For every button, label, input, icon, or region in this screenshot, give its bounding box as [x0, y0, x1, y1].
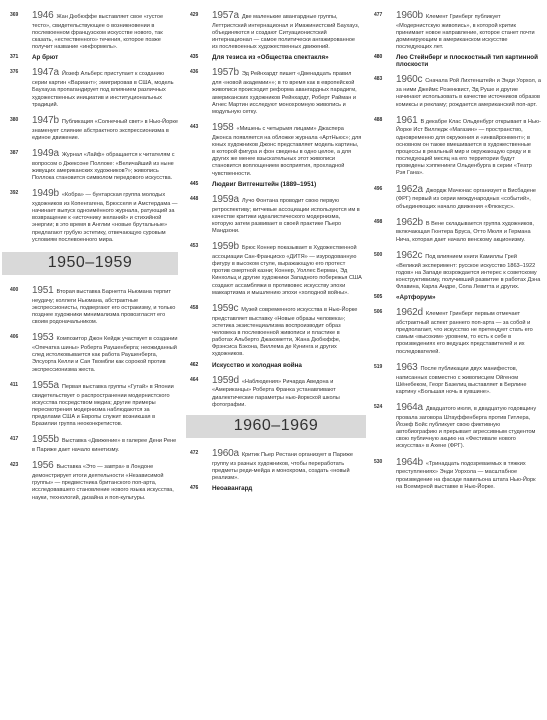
timeline-entry [374, 362, 542, 396]
entry-year: 1960с [396, 74, 423, 86]
timeline-entry [374, 457, 542, 491]
entry-body [396, 217, 542, 244]
page-number: 496 [374, 185, 383, 192]
essay-subtitle [190, 181, 362, 188]
entry-body [396, 74, 542, 108]
entry-text: Две маленькие авангардные группы, Леттристский интернационал и Имажинистский Баухауз, объединяются и создают Ситуационистский интернационал — самое политически ангажированное из послевоенных художественных движений. [212, 14, 360, 51]
timeline-entry [190, 375, 362, 409]
page-number: 380 [10, 116, 19, 123]
entry-year: 1961 [396, 114, 418, 126]
entry-text: В Вене складывается группа художников, включающая Гюнтера Бруса, Отто Мюля и Германа Нича, которая дает начало венскому акционизму. [396, 220, 534, 243]
entry-text: Эд Рейнхардт пишет «Двенадцать правил для «новой академии»»; в то время как в европейской живописи происходит реформа авангардных парадигм, американских художников Рейнхардт, Роберт Райман и Агнес Мартин исследуют монохромную живопись и модульную сетку. [212, 71, 357, 115]
page-number: 500 [374, 251, 383, 258]
entry-body [32, 148, 178, 182]
page-number: 443 [190, 124, 199, 130]
page-number: 458 [190, 304, 199, 311]
entry-year: 1962а [396, 183, 423, 195]
entry-year: 1949b [32, 188, 59, 200]
entry-text: Клемент Гринберг первым отмечает абстрактный аспект раннего поп-арта — за собой и предполагает, что искусство не претендует стать его самым «высоким» уровнем, то есть к себе в произведениях его ведущих представителей и их последователей. [396, 311, 533, 355]
entry-body [212, 10, 362, 51]
subtitle-text: Людвиг Витгенштейн (1889–1951) [212, 180, 317, 188]
entry-year: 1963 [396, 361, 418, 373]
page-number: 406 [10, 334, 19, 341]
entry-text: Лучо Фонтана проводит свою первую ретроспективу; китчевые ассоциации используются им в качестве критики идеалистического модернизма, которую затем развивает в своей практике Пьеро Мандзони. [212, 197, 360, 234]
entry-text: Музей современного искусства в Нью-Йорке представляет выставку «Новые образы человека»; эстетика экзистенциализма воспроизводит образ человека в послевоенной живописи и пластике в работах Альберто Джакометти, Жана Дюбюффе, Фрэнсиса Бэкона, Виллема де Кунинга и других художников. [212, 306, 358, 358]
timeline-entry [10, 67, 178, 108]
entry-body [212, 448, 362, 482]
timeline-entry [374, 74, 542, 108]
entry-body [396, 402, 542, 451]
entry-text: Выставка «Движение» в галерее Дени Рене в Париже дает начало кинетизму. [32, 438, 177, 454]
entry-body [396, 307, 542, 356]
entry-year: 1959b [212, 241, 239, 253]
subtitle-text: Лео Стейнберг и плоскостный тип картинной плоскости [396, 54, 538, 69]
entry-text: Под влиянием книги Камиллы Грей «Великий эксперимент: русское искусство 1863–1922 годов» на Западе возрождается интерес к советскому конструктивизму, получивший развитие в работах Дэна Флавина, Карла Андре, Сола Левитта и других. [396, 253, 541, 291]
entry-year: 1957а [212, 10, 239, 21]
timeline-entry [374, 217, 542, 244]
entry-text: Выставка «Это — завтра» в Лондоне демонстрирует итоги деятельности «Независимой группы» — предвестника британского поп-арта, исследовавшего становление нового языка искусства, науки, технологий, дизайна и поп-культуры. [32, 464, 174, 501]
entry-text: Публикация «Солнечный свет» в Нью-Йорке знаменует слияние абстрактного экспрессионизма в единое движение. [32, 118, 179, 141]
entry-text: Первая выставка группы «Гутай» в Японии свидетельствует о распространении модернистского искусства посредством медиа; другие примеры пересмотрения модернизма наблюдаются за пределами США и Европы служит возникшая в Бразилии группа неоконкретистов. [32, 383, 174, 428]
entry-text: Вторая выставка Барнетта Ньюмана терпит неудачу; коллеги Ньюмана, абстрактные экспрессионисты, подвергают его остракизму, и только позднее художники минимализма провозгласят его своим родоначальником. [32, 288, 176, 326]
entry-year: 1962d [396, 307, 423, 319]
timeline-entry [374, 115, 542, 178]
page-number: 435 [190, 54, 199, 61]
entry-year: 1959с [212, 302, 239, 314]
timeline-entry [374, 184, 542, 211]
timeline-column-2 [190, 10, 362, 498]
entry-body [396, 115, 542, 178]
timeline-entry [10, 188, 178, 244]
timeline-entry [190, 122, 362, 178]
entry-body [396, 184, 542, 211]
timeline-entry [10, 460, 178, 501]
entry-text: «Наблюдения» Ричарда Аведона и «Американцы» Роберта Франка устанавливают диалектические параметры нью-йоркской школы фотографии. [212, 378, 340, 408]
entry-text: Жан Дюбюффе выставляет свое «густое тесто», свидетельствующее о возникновении в послевоенном французском искусстве нового, так сказать, «естественного» течения, которое позже получит название «информель». [32, 14, 164, 51]
page-number: 506 [374, 309, 383, 316]
page-number: 453 [190, 243, 199, 250]
entry-body [212, 194, 362, 235]
entry-year: 1964b [396, 456, 423, 468]
entry-body [212, 303, 362, 359]
entry-body [32, 332, 178, 373]
entry-body [396, 10, 542, 51]
page-number: 488 [374, 116, 383, 123]
entry-year: 1955b [32, 434, 59, 446]
subtitle-text: Ар брют [32, 54, 59, 62]
timeline-entry [10, 115, 178, 142]
essay-subtitle [374, 294, 542, 301]
entry-text: Двадцатого июля, в двадцатую годовщину провала заговора Штауффенберга против Гитлера, Йозеф Бойс публикует свою фиктивную автобиографию и прерывает агрессивным студентом свою публичную акцию на «Фестивале нового искусства» в Ахене (ФРГ). [396, 406, 537, 450]
page-number: 476 [190, 485, 199, 492]
page-number: 417 [10, 436, 19, 443]
entry-text: Журнал «Лайф» обращается к читателям с вопросом о Джексоне Поллоке: «Величайший из ныне живущих американских художников?»; живопись Поллока становится символом передового искусства. [32, 151, 175, 182]
entry-text: «Тринадцать подозреваемых в тяжких преступлениях» Энди Уорхола — масштабное произведение на фасаде павильона штата Нью-Йорк на Всемирной выставке в Нью-Йорке. [396, 460, 536, 490]
entry-text: Йозеф Альберс приступает к созданию серии картин «Вариант»; эмигрировав в США, модель Баухауза пропагандирует под влиянием различных художественных инициатив и институциональных традиций. [32, 71, 174, 108]
timeline-entry [374, 307, 542, 356]
entry-body [212, 67, 362, 116]
timeline-column-3 [374, 10, 542, 497]
entry-body [212, 375, 362, 409]
decade-band: 1950–1959 [2, 252, 178, 275]
entry-body [32, 188, 178, 244]
entry-text: Критик Пьер Рестани организует в Париже группу из разных художников, чтобы переработать предметы реди-мейда и монохрома, создать «новый реализм». [212, 451, 353, 481]
entry-body [396, 457, 542, 491]
entry-body [212, 122, 362, 178]
entry-year: 1960а [212, 447, 239, 459]
subtitle-text: Искусство и холодная война [212, 361, 302, 369]
page-number: 505 [374, 294, 383, 301]
page-number: 411 [10, 381, 19, 388]
page-number: 429 [190, 12, 199, 18]
page-number: 445 [190, 180, 199, 187]
essay-subtitle [190, 362, 362, 369]
timeline-entry [190, 241, 362, 297]
entry-year: 1957b [212, 67, 239, 79]
entry-text: «Мишень с четырьмя лицами» Джаспера Джонса появляется на обложке журнала «АртНьюс»; для юных художников Джонс представляет модель картины, в которой фигура и фон сведены в одно целое, а для других же менее взыскательных этот живописи становится воплощением восприятия, прохладной чувственности. [212, 126, 362, 177]
page-number: 387 [10, 149, 19, 156]
timeline-entry [374, 402, 542, 451]
timeline-entry [190, 194, 362, 235]
entry-text: Брюс Коннер показывает в Художественной ассоциации Сан-Франциско «ДИТЯ» — изуродованную фигуру в высоком стуле, выражающую его протест против смертной казни; Коннер, Уоллес Берман, Эд Кинхольц и другие художники Западного побережья США создают ассамбляжи в противовес искусству эпохи маккартизма и мышлению эпохи «холодной войны». [212, 245, 362, 296]
timeline-entry [10, 434, 178, 454]
entry-body [212, 241, 362, 297]
entry-body [32, 380, 178, 429]
page-number: 423 [10, 462, 19, 469]
entry-year: 1953 [32, 332, 54, 344]
entry-body [396, 362, 542, 396]
page-number: 464 [190, 376, 199, 383]
essay-subtitle [374, 54, 542, 68]
entry-body [396, 250, 542, 291]
entry-text: Джордж Мачюнас организует в Висбадене (ФРГ) первый из серии международных «событий», объединяющих начало движения «Флюксус». [396, 187, 537, 210]
entry-year: 1947b [32, 114, 59, 126]
entry-body [32, 285, 178, 326]
page-number: 524 [374, 404, 383, 411]
timeline-column-1 [10, 10, 178, 508]
timeline-entry [10, 332, 178, 373]
entry-year: 1964а [396, 402, 423, 414]
essay-subtitle [190, 54, 362, 61]
entry-year: 1955а [32, 379, 59, 391]
timeline-entry [374, 10, 542, 51]
timeline-entry [374, 250, 542, 291]
subtitle-text: Неоавангард [212, 485, 253, 493]
page-number: 472 [190, 449, 199, 456]
subtitle-text: «Артфорум» [396, 294, 436, 302]
page-number: 519 [374, 363, 383, 370]
timeline-entry [190, 67, 362, 116]
entry-body [32, 460, 178, 501]
page-number: 400 [10, 286, 19, 293]
page-number: 369 [10, 12, 19, 18]
entry-year: 1960b [396, 10, 423, 21]
decade-band: 1960–1969 [186, 415, 366, 438]
timeline-entry [190, 303, 362, 359]
entry-year: 1956 [32, 460, 54, 472]
timeline-entry [10, 380, 178, 429]
page-number: 376 [10, 69, 19, 76]
page-number: 498 [374, 218, 383, 225]
page-number: 436 [190, 69, 199, 76]
entry-body [32, 115, 178, 142]
entry-year: 1947а [32, 67, 59, 79]
essay-subtitle [10, 54, 178, 61]
entry-year: 1962с [396, 249, 423, 261]
page-number: 483 [374, 76, 383, 83]
timeline-entry [10, 285, 178, 326]
entry-text: «Кобра» — бунтарская группа молодых художников из Копенгагена, Брюсселя и Амстердама — начинает выпуск одноимённого журнала, ратующий за возвращение к «источнику желаний» и стихийной энергии; в это время в Англии «новые брутальные» предлагают грубую эстетику, отвечающую суровым условиям послевоенного мира. [32, 192, 178, 243]
entry-body [32, 10, 178, 51]
entry-year: 1951 [32, 284, 54, 296]
entry-body [32, 67, 178, 108]
timeline-entry [10, 10, 178, 51]
page-number: 530 [374, 458, 383, 465]
entry-text: Сначала Рой Лихтенштейн и Энди Уорхол, а за ними Джеймс Розенквист, Эд Руше и другие начинают использовать в качестве источников образов комиксы и рекламу; рождается американский поп-арт. [396, 78, 541, 108]
entry-body [32, 434, 178, 454]
timeline-entry [190, 10, 362, 51]
entry-year: 1946 [32, 10, 54, 21]
entry-text: В декабре Клас Ольденбург открывает в Нью-Йорке Ист Вилледж «Магазин» — пространство, одновременно для окружения и «инвайронмент»; в основном он также вмешивается в художественные процессы в реальный мир и окружающую среду и в последующий месяц на его территории будут проведены хэппенинги Ольденбурга в серии «Театр Рэя Гана». [396, 118, 541, 177]
page-number: 371 [10, 54, 19, 61]
timeline-entry [10, 148, 178, 182]
timeline-entry [190, 448, 362, 482]
entry-year: 1958 [212, 122, 234, 133]
page-number: 477 [374, 12, 383, 18]
subtitle-text: Для тезиса из «Общества спектакля» [212, 54, 329, 62]
page-number: 392 [10, 190, 19, 197]
entry-text: После публикации двух манифестов, написанных совместно с живописцем Ойгеном Шёнебеком, Георг Базелиц выставляет в Берлине картину «Большая ночь в кувшине». [396, 365, 527, 395]
entry-year: 1962b [396, 216, 423, 228]
page-number: 480 [374, 54, 383, 61]
entry-year: 1949а [32, 147, 59, 159]
page-number: 448 [190, 195, 199, 202]
entry-text: Клемент Гринберг публикует «Модернистскую живопись», в которой критик принимает новое направление, которое станет почти доминирующим в американском искусстве последующих лет. [396, 14, 535, 51]
page-number: 462 [190, 361, 199, 368]
entry-text: Композитор Джон Кейдж участвует в создании «Опечатка шины» Роберта Раушенберга; неожиданный след истолковывается как работа Раушенберга, Элсуорта Келли и Сая Твомбли как сорокой против экспрессионизма жеста. [32, 336, 178, 373]
entry-year: 1959а [212, 193, 239, 205]
essay-subtitle [190, 485, 362, 492]
entry-year: 1959d [212, 374, 239, 386]
